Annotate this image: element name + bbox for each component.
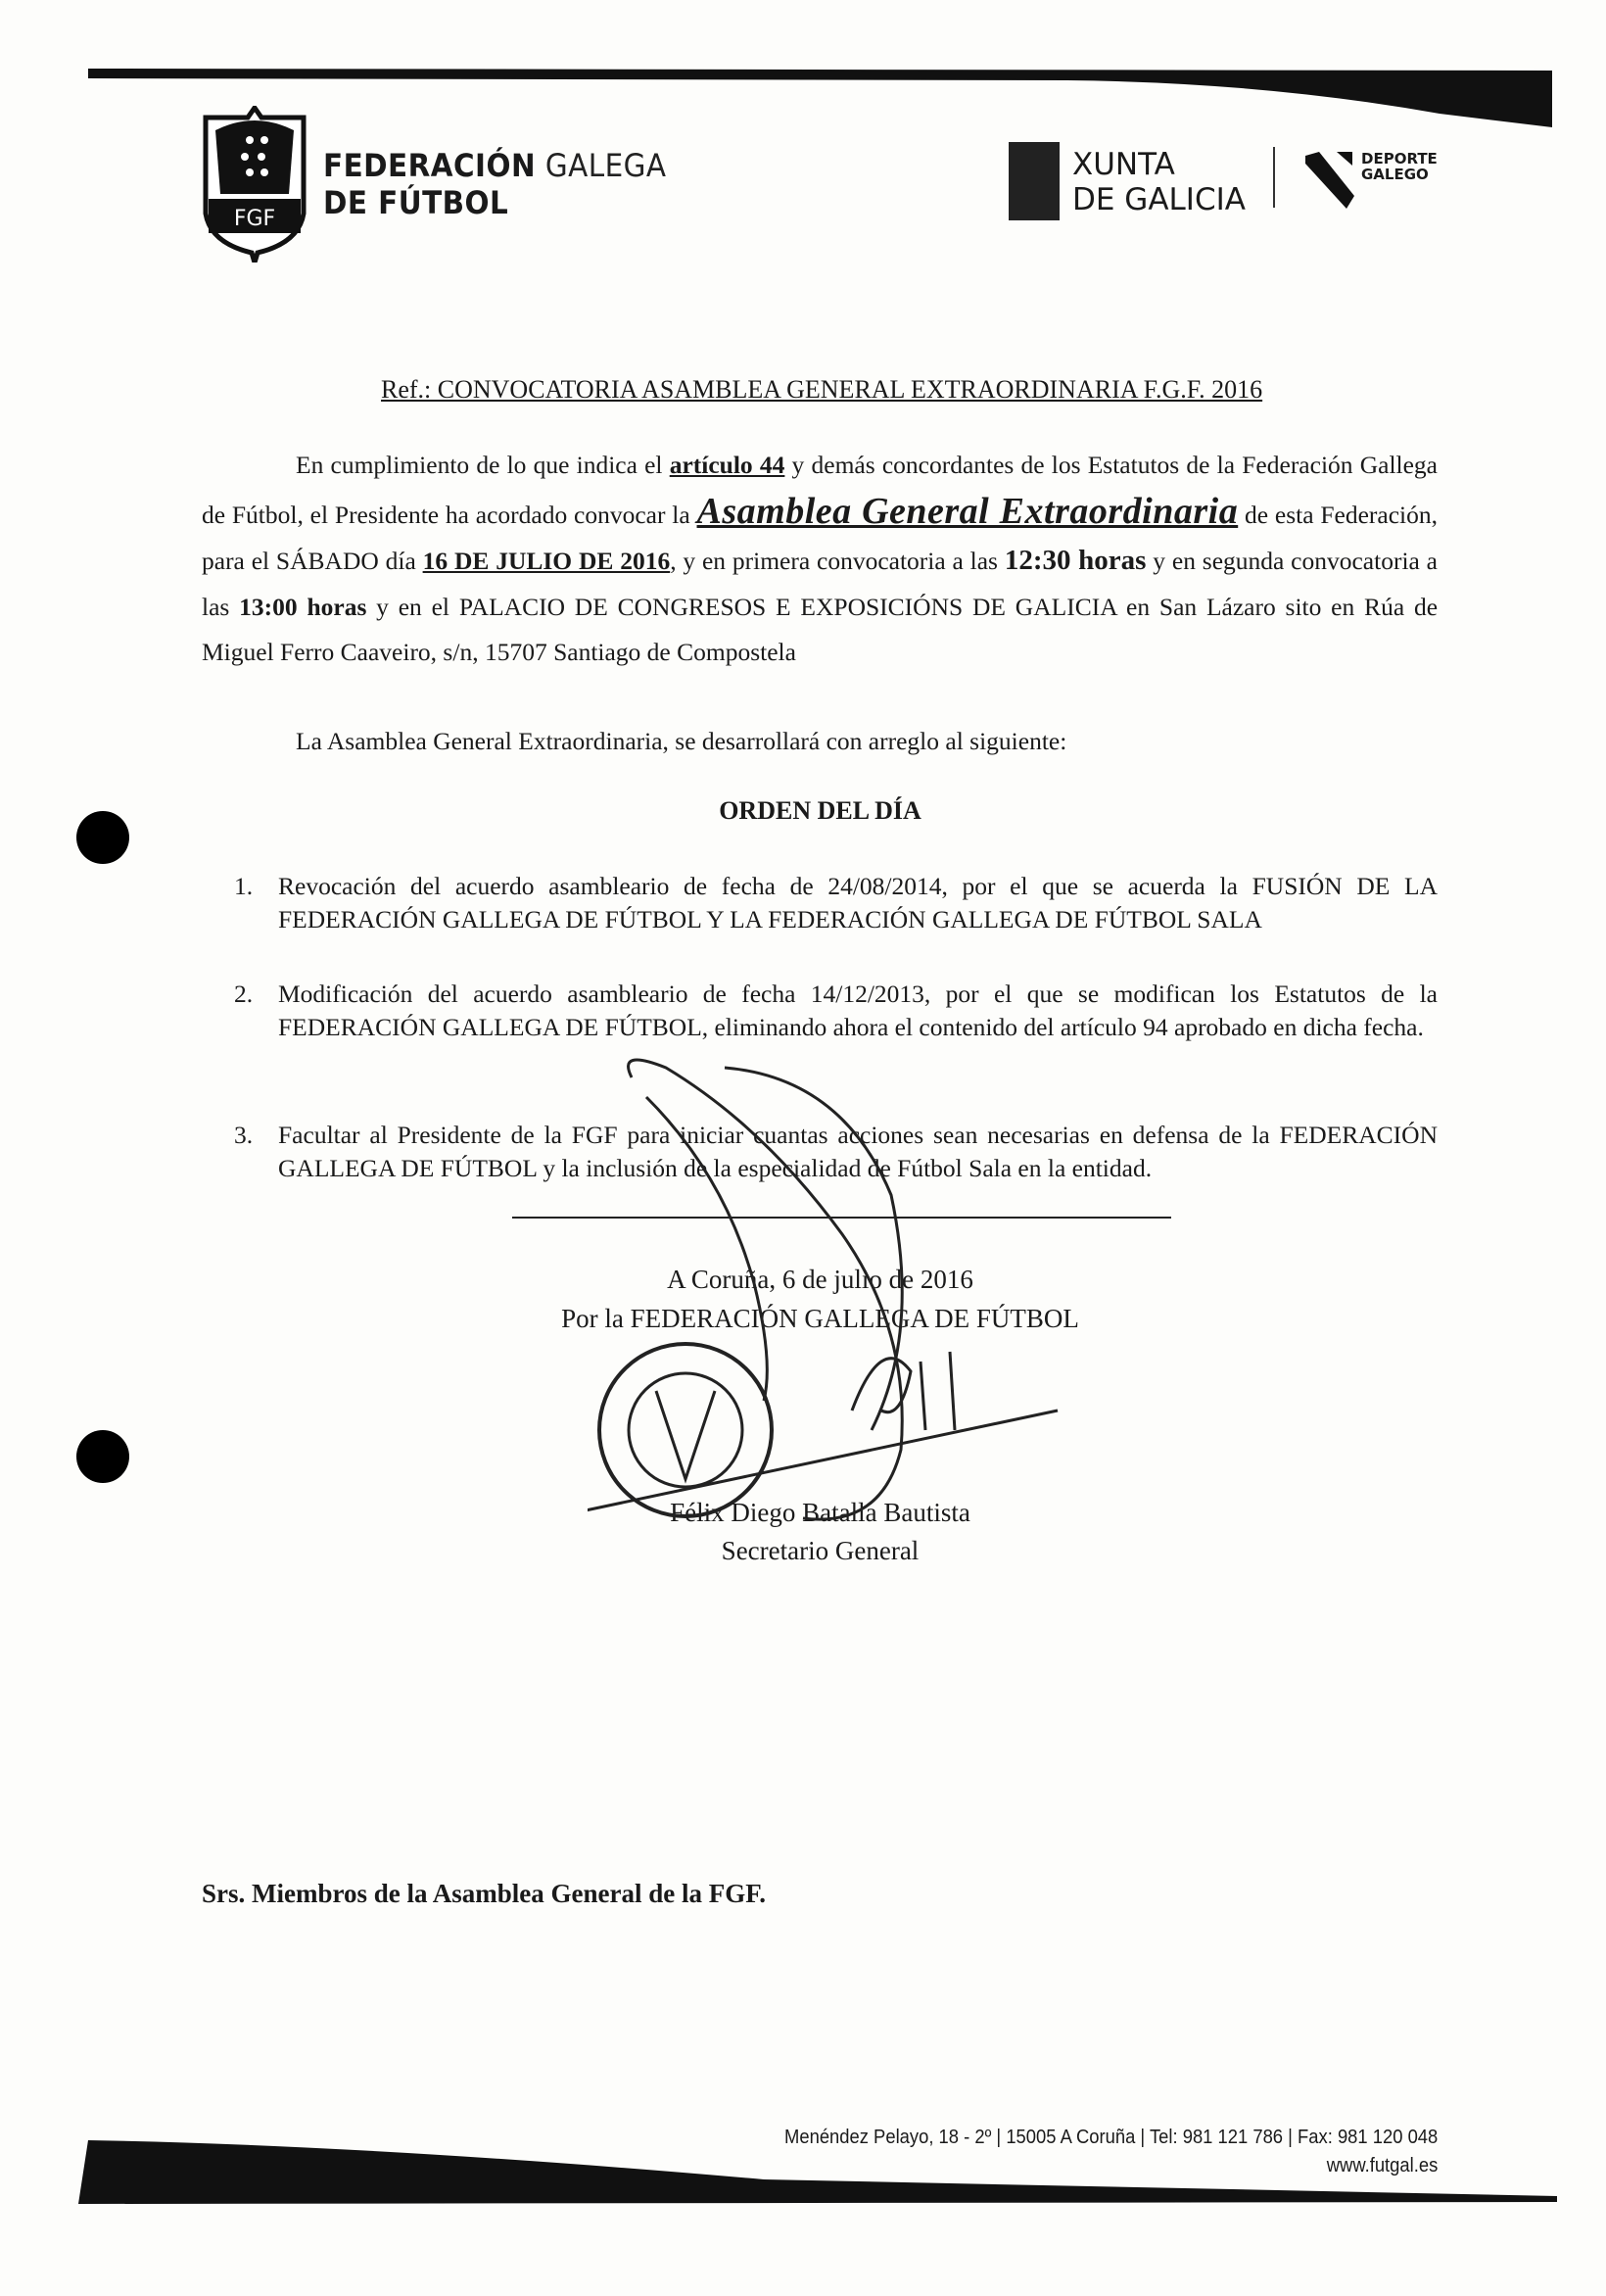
- signer-name: Félix Diego Batalla Bautista: [670, 1498, 970, 1527]
- fgf-wordmark: FEDERACIÓN GALEGA DE FÚTBOL: [323, 147, 667, 221]
- punch-hole: [76, 1430, 129, 1483]
- punch-hole: [76, 811, 129, 864]
- convocation-paragraph: En cumplimiento de lo que indica el artículo 44 y demás concordantes de los Estatutos de la Federación Gallega de Fútbol, el Presidente ha acordado convocar la Asamblea General Extraordinaria de esta Federación, para el SÁBADO día 16 DE JULIO DE 2016, y en primera convocatoria a las 12:30 horas y en segunda convocatoria a las 13:00 horas y en el PALACIO DE CONGRESOS E EXPOSICIÓNS DE GALICIA en San Lázaro sito en Rúa de Miguel Ferro Caaveiro, s/n, 15707 Santiago de Compostela: [202, 451, 1439, 666]
- svg-text:FGF: FGF: [233, 207, 276, 231]
- agenda-item: 1. Revocación del acuerdo asambleario de fecha de 24/08/2014, por el que se acuerda la FUSIÓN DE LA FEDERACIÓN GALLEGA DE FÚTBOL Y LA FEDERACIÓN GALLEGA DE FÚTBOL SALA: [234, 872, 1438, 933]
- deporte-galego-icon: [1305, 152, 1354, 209]
- bottom-decorative-bar: [78, 2135, 1557, 2209]
- reference-line: Ref.: CONVOCATORIA ASAMBLEA GENERAL EXTRAORDINARIA F.G.F. 2016: [381, 375, 1263, 404]
- agenda-item: 2. Modificación del acuerdo asambleario de fecha 14/12/2013, por el que se modifican los Estatutos de la FEDERACIÓN GALLEGA DE FÚTBOL, eliminando ahora el contenido del artículo 94 aprobado en dicha fecha.: [234, 980, 1438, 1041]
- recipients-line: Srs. Miembros de la Asamblea General de la FGF.: [202, 1879, 766, 1908]
- on-behalf-line: Por la FEDERACIÓN GALLEGA DE FÚTBOL: [561, 1304, 1079, 1333]
- agenda-intro: La Asamblea General Extraordinaria, se desarrollará con arreglo al siguiente:: [296, 727, 1067, 755]
- footer-address: Menéndez Pelayo, 18 - 2º | 15005 A Coruña | Tel: 981 121 786 | Fax: 981 120 048: [783, 2127, 1438, 2148]
- agenda-title: ORDEN DEL DÍA: [719, 796, 921, 825]
- agenda-item: 3. Facultar al Presidente de la FGF para iniciar cuantas acciones sean necesarias en defensa de la FEDERACIÓN GALLEGA DE FÚTBOL y la inclusión de la especialidad de Fútbol Sala en la entidad.: [234, 1121, 1438, 1182]
- xunta-wordmark: XUNTA DE GALICIA: [1072, 147, 1246, 217]
- footer-website: www.futgal.es: [1326, 2155, 1438, 2176]
- separator-line: [512, 1217, 1171, 1219]
- fgf-shield-logo: [201, 106, 308, 263]
- signer-title: Secretario General: [721, 1536, 920, 1565]
- place-date: A Coruña, 6 de julio de 2016: [667, 1265, 973, 1294]
- xunta-emblem-icon: [1009, 142, 1060, 220]
- logo-divider: [1273, 147, 1275, 208]
- deporte-galego-wordmark: DEPORTE GALEGO: [1361, 150, 1438, 183]
